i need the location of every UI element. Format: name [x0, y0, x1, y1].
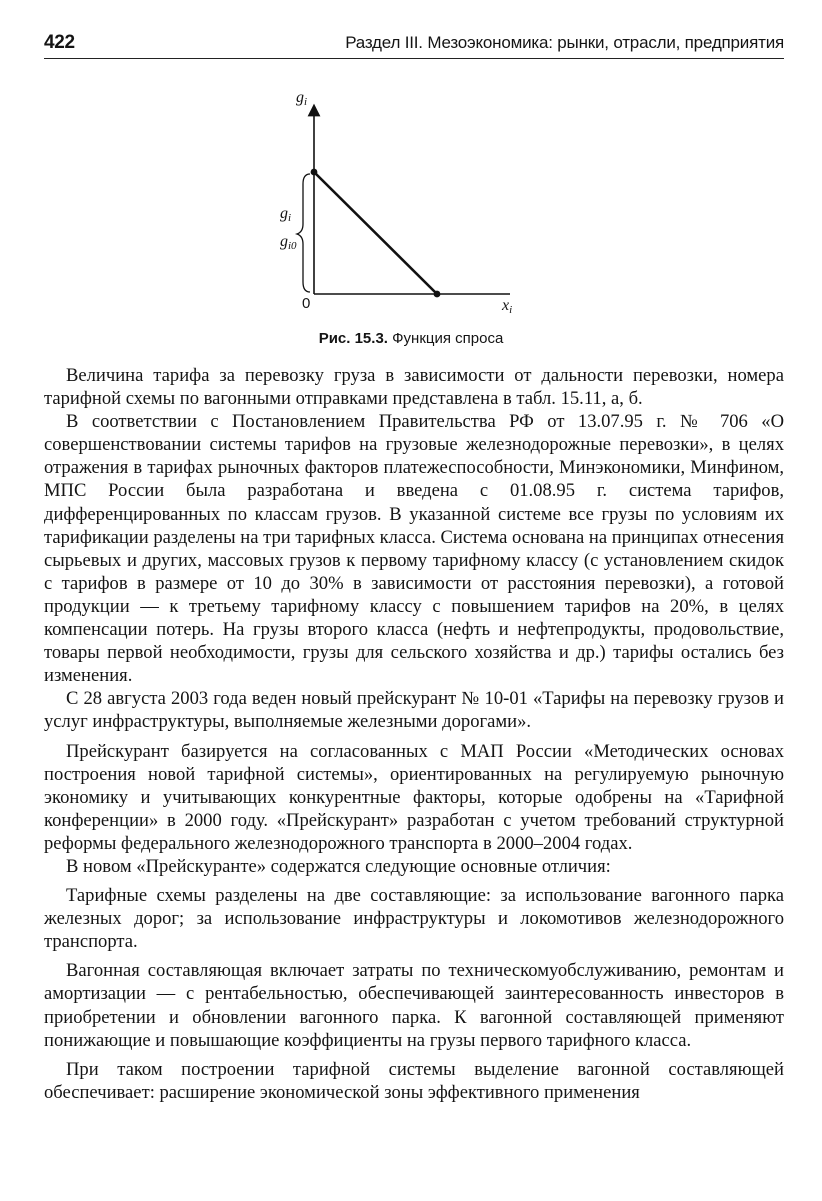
running-head: Раздел III. Мезоэкономика: рынки, отрасли, предприятия [345, 33, 784, 52]
y-axis-label: $g_i$ [296, 89, 308, 108]
paragraph: С 28 августа 2003 года веден новый прейскурант № 10-01 «Тарифы на перевозку грузов и услуг инфраструктуры, выполняемые железными дорогами». [44, 688, 784, 733]
caption-text: Функция спроса [392, 330, 504, 347]
body-text [44, 364, 784, 1104]
demand-line [314, 172, 437, 294]
page-header [44, 28, 784, 59]
paragraph: Вагонная составляющая включает затраты по техническомуобслуживанию, ремонтам и амортизации — с рентабельностью, обеспечивающей заинтересованность инвесторов в приобретении и обновлении вагонного парка. К вагонной составляющей применяют понижающие и повышающие коэффициенты на грузы первого тарифного класса. [44, 960, 784, 1051]
brace-label-top: $g_i$ [280, 205, 292, 224]
demand-line-end-point [434, 291, 441, 298]
paragraph: В соответствии с Постановлением Правительства РФ от 13.07.95 г. № 706 «О совершенствовании системы тарифов на грузовые железнодорожные перевозки», в целях отражения в тарифах рыночных факторов платежеспособности, Минэкономики, Минфином, МПС России была разработана и введена с 01.08.95 г. система тарифов, дифференцированных по классам грузов. В указанной системе все грузы по условиям их тарификации разделены на три тарифных класса. Система основана на принципах отнесения сырьевых и других, массовых грузов к первому тарифному классу (с установлением скидок с тарифов в размере от 10 до 30% в зависимости от расстояния перевозки), а готовой продукции — к третьему тарифному классу с повышением тарифов на 20%, в целях компенсации потерь. На грузы второго класса (нефть и нефтепродукты, продовольствие, товары первой необходимости, грузы для сельского хозяйства и др.) тарифы остались без изменения. [44, 411, 784, 687]
demand-line-start-point [311, 169, 318, 176]
origin-label: 0 [302, 295, 311, 312]
paragraph: В новом «Прейскуранте» содержатся следующие основные отличия: [66, 855, 611, 877]
x-axis-label: $x_i$ [502, 297, 513, 316]
paragraph: Прейскурант базируется на согласованных с МАП России «Методических основах построения новой тарифной системы», ориентированных на регулируемую рыночную экономику и учитывающих конкурентные факторы, которые одобрены на «Тарифной конференции» в 2000 году. «Прейскурант» разработан с учетом требований структурной реформы федерального железнодорожного транспорта в 2000–2004 годах. [44, 740, 784, 854]
page-number: 422 [44, 32, 75, 53]
figure-graphic [270, 84, 530, 324]
paragraph: Тарифные схемы разделены на две составляющие: за использование вагонного парка железных дорог; за использование инфраструктуры и локомотивов железнодорожного транспорта. [44, 885, 784, 953]
caption-label: Рис. 15.3. [318, 330, 388, 347]
brace [297, 174, 310, 292]
figure-caption [0, 330, 822, 347]
brace-label-bottom: $g_{i0}$ [280, 233, 297, 252]
paragraph: При таком построении тарифной системы выделение вагонной составляющей обеспечивает: расширение экономической зоны эффективного применения [44, 1058, 784, 1103]
paragraph: Величина тарифа за перевозку груза в зависимости от дальности перевозки, номера тарифной схемы по вагонными отправками представлена в табл. 15.11, а, б. [44, 365, 784, 410]
demand-function-figure [270, 84, 530, 324]
